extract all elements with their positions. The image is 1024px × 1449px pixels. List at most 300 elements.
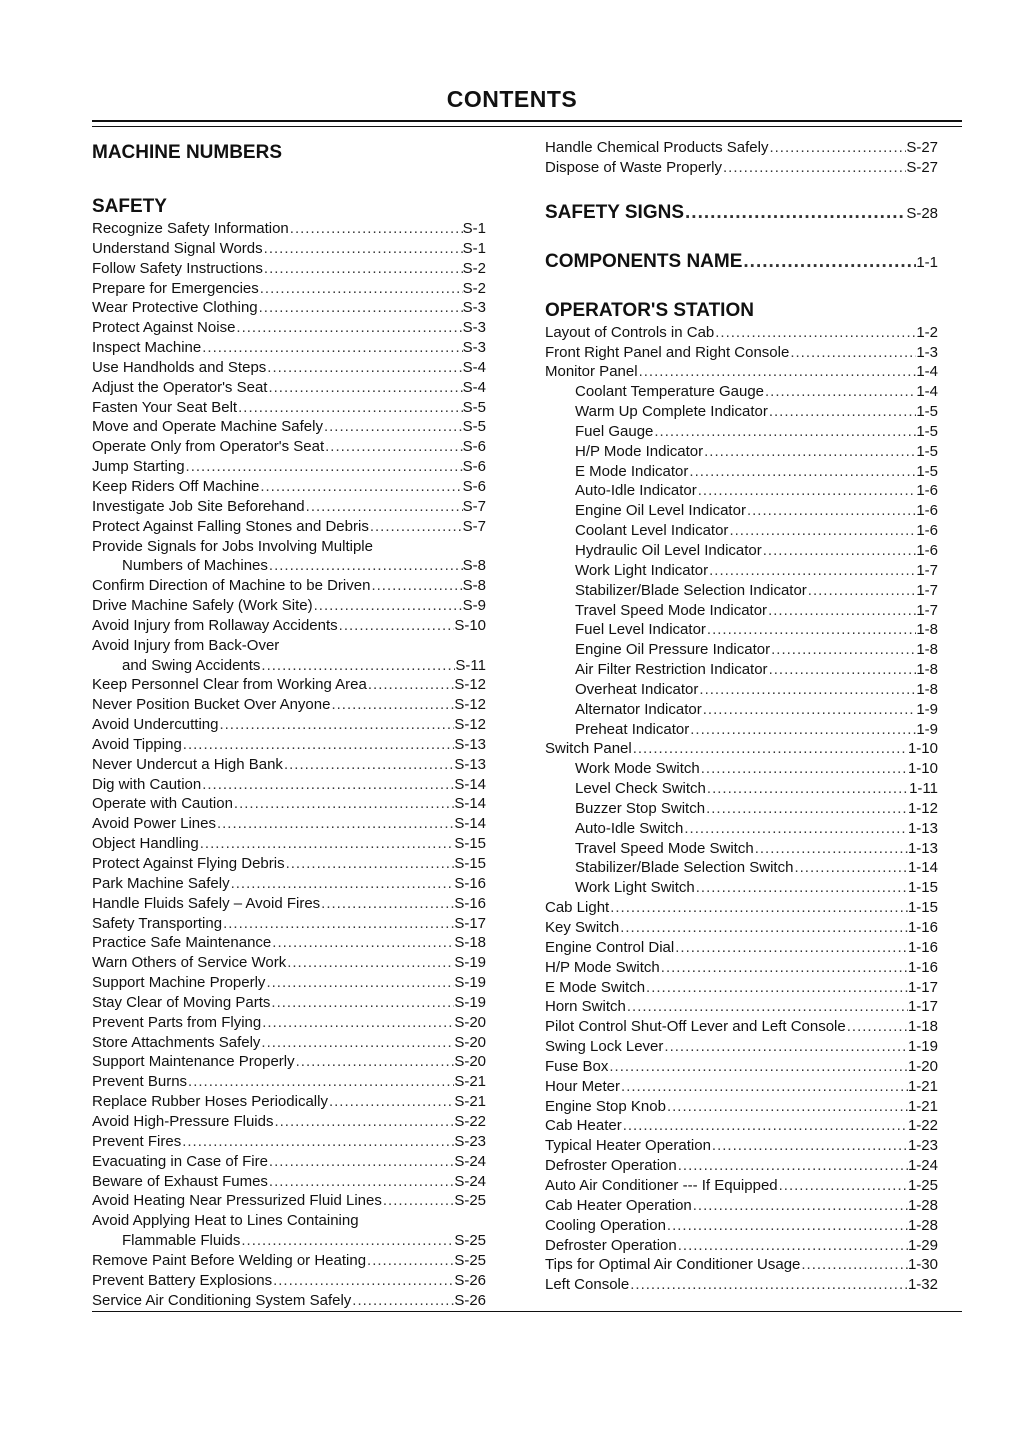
dot-leader bbox=[629, 1275, 908, 1295]
toc-entry[interactable] bbox=[545, 323, 938, 343]
toc-entry[interactable] bbox=[92, 1231, 486, 1251]
toc-entry[interactable] bbox=[545, 481, 938, 501]
toc-entry[interactable] bbox=[545, 561, 938, 581]
toc-entry-page: S-8 bbox=[462, 557, 486, 575]
toc-entry[interactable] bbox=[92, 735, 486, 755]
toc-entry-page: 1-18 bbox=[907, 1018, 938, 1036]
toc-entry[interactable] bbox=[92, 398, 486, 418]
toc-entry-page: S-15 bbox=[454, 835, 486, 853]
toc-entry[interactable] bbox=[92, 318, 486, 338]
dot-leader bbox=[266, 358, 462, 378]
toc-entry[interactable] bbox=[545, 1057, 938, 1077]
dot-leader bbox=[286, 953, 454, 973]
toc-entry-title: Cab Heater bbox=[545, 1117, 622, 1135]
toc-entry-page: S-27 bbox=[906, 158, 938, 176]
toc-entry-title: Prepare for Emergencies bbox=[92, 279, 259, 297]
toc-entry-page: 1-20 bbox=[907, 1057, 938, 1075]
toc-entry[interactable] bbox=[92, 953, 486, 973]
toc-entry-title: Prevent Fires bbox=[92, 1132, 182, 1150]
toc-entry[interactable] bbox=[545, 978, 938, 998]
dot-leader bbox=[265, 973, 454, 993]
toc-entry[interactable] bbox=[92, 834, 486, 854]
toc-entry[interactable] bbox=[92, 695, 486, 715]
toc-entry[interactable] bbox=[92, 437, 486, 457]
toc-entry-page: S-19 bbox=[454, 954, 486, 972]
dot-leader bbox=[268, 556, 463, 576]
toc-entry-page: S-26 bbox=[454, 1271, 486, 1289]
toc-entry-title: Avoid Tipping bbox=[92, 735, 182, 753]
toc-entry-page: 1-7 bbox=[916, 581, 938, 599]
toc-entry[interactable] bbox=[92, 259, 486, 279]
toc-entry[interactable] bbox=[545, 958, 938, 978]
toc-entry-title: Avoid Power Lines bbox=[92, 815, 216, 833]
toc-entry-title: Fuel Level Indicator bbox=[575, 621, 706, 639]
toc-entry[interactable] bbox=[545, 138, 938, 158]
dot-leader bbox=[289, 219, 463, 239]
toc-entry[interactable] bbox=[92, 378, 486, 398]
toc-entry-page: S-6 bbox=[462, 438, 486, 456]
section-heading-safety[interactable]: SAFETY bbox=[92, 196, 167, 217]
toc-entry-page: S-5 bbox=[462, 398, 486, 416]
toc-entry-components-name[interactable] bbox=[545, 250, 938, 275]
dot-leader bbox=[626, 997, 908, 1017]
dot-leader bbox=[351, 1291, 454, 1311]
dot-leader bbox=[187, 1072, 454, 1092]
dot-leader bbox=[714, 323, 916, 343]
toc-entry-title: Auto-Idle Switch bbox=[575, 819, 684, 837]
toc-entry[interactable] bbox=[92, 279, 486, 299]
toc-entry[interactable] bbox=[545, 739, 938, 759]
toc-entry[interactable] bbox=[92, 755, 486, 775]
toc-entry[interactable] bbox=[92, 914, 486, 934]
toc-entry-page: S-12 bbox=[454, 696, 486, 714]
toc-entry-title: Coolant Level Indicator bbox=[575, 522, 729, 540]
toc-entry[interactable] bbox=[545, 938, 938, 958]
toc-entry-page: S-27 bbox=[906, 139, 938, 156]
toc-entry-page: S-24 bbox=[454, 1152, 486, 1170]
dot-leader bbox=[320, 894, 454, 914]
dot-leader bbox=[273, 1112, 454, 1132]
toc-entry-title: Replace Rubber Hoses Periodically bbox=[92, 1093, 328, 1111]
toc-entry[interactable] bbox=[92, 1033, 486, 1053]
toc-entry-title: H/P Mode Switch bbox=[545, 958, 660, 976]
dot-leader bbox=[688, 462, 916, 482]
toc-entry-title: Stay Clear of Moving Parts bbox=[92, 993, 271, 1011]
dot-leader bbox=[313, 596, 463, 616]
section-heading-machine-numbers[interactable]: MACHINE NUMBERS bbox=[92, 142, 282, 163]
dot-leader bbox=[632, 739, 908, 759]
dot-leader bbox=[698, 680, 916, 700]
toc-entry-page: 1-32 bbox=[907, 1276, 938, 1294]
dot-leader bbox=[259, 477, 462, 497]
toc-entry[interactable] bbox=[545, 700, 938, 720]
toc-entry-title: Dispose of Waste Properly bbox=[545, 158, 723, 176]
toc-entry[interactable] bbox=[92, 1112, 486, 1132]
top-rule bbox=[92, 120, 962, 122]
toc-entry-page: 1-15 bbox=[907, 879, 938, 897]
toc-entry-page: 1-17 bbox=[907, 998, 938, 1016]
bottom-rule bbox=[92, 1311, 962, 1312]
toc-entry[interactable] bbox=[545, 620, 938, 640]
toc-entry-page: S-25 bbox=[454, 1232, 486, 1250]
toc-entry-title: E Mode Switch bbox=[545, 978, 646, 996]
toc-entry-title: Beware of Exhaust Fumes bbox=[92, 1172, 268, 1190]
toc-entry-page: 1-6 bbox=[916, 522, 938, 540]
toc-entry-page: 1-14 bbox=[907, 859, 938, 877]
toc-entry[interactable] bbox=[545, 720, 938, 740]
toc-entry[interactable] bbox=[545, 1077, 938, 1097]
toc-entry-page: S-3 bbox=[462, 319, 486, 337]
toc-entry-page: S-10 bbox=[454, 616, 486, 634]
dot-leader bbox=[201, 338, 462, 358]
toc-entry[interactable] bbox=[92, 338, 486, 358]
toc-entry-page: S-6 bbox=[462, 477, 486, 495]
toc-entry[interactable] bbox=[545, 918, 938, 938]
toc-entry[interactable] bbox=[545, 501, 938, 521]
toc-entry-page: S-4 bbox=[462, 378, 486, 396]
toc-entry[interactable] bbox=[545, 1236, 938, 1256]
section-heading-operators-station[interactable]: OPERATOR'S STATION bbox=[545, 299, 754, 321]
toc-entry-title: E Mode Indicator bbox=[575, 462, 689, 480]
toc-entry-page: S-20 bbox=[454, 1053, 486, 1071]
toc-entry[interactable] bbox=[545, 402, 938, 422]
toc-entry-title: Alternator Indicator bbox=[575, 700, 702, 718]
toc-entry-title: Horn Switch bbox=[545, 998, 626, 1016]
toc-entry-page: S-3 bbox=[462, 339, 486, 357]
toc-entry-page: S-6 bbox=[462, 458, 486, 476]
toc-entry[interactable] bbox=[92, 596, 486, 616]
toc-entry-page: S-19 bbox=[454, 974, 486, 992]
dot-leader bbox=[770, 640, 916, 660]
toc-entry-title: Auto-Idle Indicator bbox=[575, 482, 697, 500]
toc-entry-title: Typical Heater Operation bbox=[545, 1137, 711, 1155]
toc-entry-page: 1-17 bbox=[907, 978, 938, 996]
toc-entry-title: Protect Against Noise bbox=[92, 319, 236, 337]
toc-entry[interactable] bbox=[545, 1216, 938, 1236]
toc-entry[interactable] bbox=[92, 576, 486, 596]
toc-entry[interactable] bbox=[92, 239, 486, 259]
toc-entry[interactable] bbox=[545, 362, 938, 382]
toc-entry-page: 1-16 bbox=[907, 958, 938, 976]
toc-entry-title: Defroster Operation bbox=[545, 1157, 677, 1175]
toc-entry[interactable] bbox=[92, 675, 486, 695]
toc-entry-title: Jump Starting bbox=[92, 458, 185, 476]
dot-leader bbox=[367, 675, 454, 695]
toc-entry-page: S-1 bbox=[462, 220, 486, 237]
toc-entry[interactable] bbox=[545, 601, 938, 621]
toc-entry-page: 1-23 bbox=[907, 1137, 938, 1155]
toc-entry[interactable] bbox=[92, 636, 486, 656]
toc-entry-page: S-26 bbox=[454, 1291, 486, 1309]
toc-entry-title: Stabilizer/Blade Selection Indicator bbox=[575, 581, 807, 599]
toc-entry-page: 1-30 bbox=[907, 1256, 938, 1274]
top-rule-thin bbox=[92, 126, 962, 127]
toc-entry-title: Prevent Parts from Flying bbox=[92, 1013, 262, 1031]
toc-entry[interactable] bbox=[92, 1172, 486, 1192]
dot-leader bbox=[700, 759, 908, 779]
toc-entry-page: S-14 bbox=[454, 815, 486, 833]
toc-entry[interactable] bbox=[545, 382, 938, 402]
toc-entry[interactable] bbox=[545, 640, 938, 660]
dot-leader bbox=[789, 343, 916, 363]
toc-entry[interactable] bbox=[92, 1271, 486, 1291]
dot-leader bbox=[711, 1136, 908, 1156]
toc-entry[interactable] bbox=[545, 759, 938, 779]
toc-entry-title: Travel Speed Mode Switch bbox=[575, 839, 754, 857]
dot-leader bbox=[728, 521, 916, 541]
toc-entry-page: S-12 bbox=[454, 716, 486, 734]
toc-entry[interactable] bbox=[545, 1136, 938, 1156]
toc-entry[interactable] bbox=[92, 814, 486, 834]
toc-entry-safety-signs[interactable] bbox=[545, 201, 938, 226]
dot-leader bbox=[666, 1216, 908, 1236]
dot-leader bbox=[366, 1251, 454, 1271]
toc-entry-page: S-4 bbox=[462, 358, 486, 376]
toc-entry-title: SAFETY SIGNS bbox=[545, 201, 685, 223]
dot-leader bbox=[768, 660, 917, 680]
toc-entry[interactable] bbox=[92, 894, 486, 914]
toc-entry[interactable] bbox=[92, 477, 486, 497]
dot-leader bbox=[706, 620, 916, 640]
toc-entry-page: S-20 bbox=[454, 1033, 486, 1051]
toc-entry-title: Swing Lock Lever bbox=[545, 1038, 664, 1056]
toc-entry-page: S-9 bbox=[462, 597, 486, 615]
toc-entry-page: S-12 bbox=[454, 676, 486, 694]
toc-entry-page: S-1 bbox=[462, 239, 486, 257]
toc-entry-title: Numbers of Machines bbox=[122, 557, 268, 575]
toc-entry-page: S-24 bbox=[454, 1172, 486, 1190]
toc-entry-page: S-2 bbox=[462, 279, 486, 297]
toc-entry-page: 1-9 bbox=[916, 720, 938, 738]
toc-entry[interactable] bbox=[92, 1251, 486, 1271]
toc-entry-page: S-5 bbox=[462, 418, 486, 436]
toc-entry[interactable] bbox=[92, 1191, 486, 1211]
toc-entry[interactable] bbox=[545, 541, 938, 561]
dot-leader bbox=[768, 402, 916, 422]
toc-entry-title: Remove Paint Before Welding or Heating bbox=[92, 1251, 367, 1269]
toc-entry-title: Engine Stop Knob bbox=[545, 1097, 666, 1115]
dot-leader bbox=[684, 201, 906, 225]
toc-entry-page: 1-12 bbox=[907, 799, 938, 817]
toc-entry-title: Auto Air Conditioner --- If Equipped bbox=[545, 1176, 778, 1194]
toc-entry[interactable] bbox=[545, 858, 938, 878]
toc-entry[interactable] bbox=[92, 537, 486, 557]
toc-entry-title: Avoid High-Pressure Fluids bbox=[92, 1112, 274, 1130]
toc-entry[interactable] bbox=[92, 497, 486, 517]
toc-entry[interactable] bbox=[92, 933, 486, 953]
toc-entry[interactable] bbox=[545, 1037, 938, 1057]
toc-entry-title: Avoid Injury from Back-Over bbox=[92, 636, 280, 654]
toc-entry[interactable] bbox=[92, 457, 486, 477]
toc-entry-title: Practice Safe Maintenance bbox=[92, 934, 272, 952]
toc-entry-page: 1-5 bbox=[916, 462, 938, 480]
toc-entry-page: S-23 bbox=[454, 1132, 486, 1150]
dot-leader bbox=[259, 279, 463, 299]
dot-leader bbox=[240, 1231, 454, 1251]
toc-entry[interactable] bbox=[545, 779, 938, 799]
toc-entry-title: Fasten Your Seat Belt bbox=[92, 398, 238, 416]
toc-entry[interactable] bbox=[92, 715, 486, 735]
toc-entry-page: 1-5 bbox=[916, 403, 938, 421]
toc-entry-title: Never Undercut a High Bank bbox=[92, 755, 283, 773]
toc-entry[interactable] bbox=[545, 898, 938, 918]
toc-entry-page: 1-13 bbox=[907, 819, 938, 837]
toc-entry[interactable] bbox=[92, 775, 486, 795]
toc-entry[interactable] bbox=[92, 1052, 486, 1072]
toc-entry[interactable] bbox=[92, 298, 486, 318]
toc-entry-page: 1-28 bbox=[907, 1196, 938, 1214]
toc-entry-title: Inspect Machine bbox=[92, 339, 202, 357]
toc-entry[interactable] bbox=[545, 799, 938, 819]
toc-entry[interactable] bbox=[92, 794, 486, 814]
toc-entry[interactable] bbox=[545, 158, 938, 178]
dot-leader bbox=[608, 1057, 908, 1077]
dot-leader bbox=[233, 794, 454, 814]
dot-leader bbox=[706, 779, 909, 799]
toc-entry-title: Front Right Panel and Right Console bbox=[545, 343, 790, 361]
toc-entry-title: Warn Others of Service Work bbox=[92, 954, 287, 972]
dot-leader bbox=[305, 497, 463, 517]
toc-entry[interactable] bbox=[545, 442, 938, 462]
toc-entry-title: Preheat Indicator bbox=[575, 720, 690, 738]
toc-entry[interactable] bbox=[545, 422, 938, 442]
toc-entry[interactable] bbox=[92, 219, 486, 239]
dot-leader bbox=[746, 501, 916, 521]
toc-entry[interactable] bbox=[545, 839, 938, 859]
toc-entry-page: S-21 bbox=[454, 1093, 486, 1111]
toc-entry[interactable] bbox=[92, 993, 486, 1013]
toc-entry-page: S-19 bbox=[454, 993, 486, 1011]
toc-entry-title: Overheat Indicator bbox=[575, 680, 699, 698]
toc-entry-page: 1-10 bbox=[907, 740, 938, 758]
toc-entry-title: Fuel Gauge bbox=[575, 422, 654, 440]
dot-leader bbox=[201, 775, 454, 795]
toc-entry[interactable] bbox=[545, 462, 938, 482]
toc-entry-title: Prevent Battery Explosions bbox=[92, 1271, 273, 1289]
toc-entry[interactable] bbox=[545, 1196, 938, 1216]
toc-entry-page: S-25 bbox=[454, 1192, 486, 1210]
dot-leader bbox=[703, 442, 916, 462]
toc-entry[interactable] bbox=[92, 1152, 486, 1172]
toc-entry[interactable] bbox=[545, 1255, 938, 1275]
dot-leader bbox=[324, 437, 463, 457]
toc-entry[interactable] bbox=[545, 1156, 938, 1176]
dot-leader bbox=[663, 1037, 908, 1057]
toc-entry-title: Operate with Caution bbox=[92, 795, 233, 813]
dot-leader bbox=[705, 799, 908, 819]
toc-entry-title: Wear Protective Clothing bbox=[92, 299, 258, 317]
toc-entry-title: Monitor Panel bbox=[545, 363, 638, 381]
toc-entry-title: Avoid Applying Heat to Lines Containing bbox=[92, 1212, 359, 1230]
toc-entry-title: Recognize Safety Information bbox=[92, 220, 289, 237]
toc-entry-title: Defroster Operation bbox=[545, 1236, 677, 1254]
toc-entry-page: 1-16 bbox=[907, 938, 938, 956]
dot-leader bbox=[708, 561, 916, 581]
toc-entry-page: S-21 bbox=[454, 1073, 486, 1091]
toc-entry[interactable] bbox=[92, 616, 486, 636]
toc-entry[interactable] bbox=[92, 1072, 486, 1092]
toc-entry-page: S-13 bbox=[454, 755, 486, 773]
dot-leader bbox=[338, 616, 455, 636]
dot-leader bbox=[764, 382, 916, 402]
toc-entry[interactable] bbox=[545, 680, 938, 700]
toc-entry-title: Object Handling bbox=[92, 835, 199, 853]
toc-entry[interactable] bbox=[545, 819, 938, 839]
toc-entry[interactable] bbox=[545, 1097, 938, 1117]
toc-entry-title: Support Maintenance Properly bbox=[92, 1053, 295, 1071]
toc-entry[interactable] bbox=[545, 997, 938, 1017]
dot-leader bbox=[689, 720, 916, 740]
toc-entry-page: 1-4 bbox=[916, 363, 938, 381]
toc-entry[interactable] bbox=[92, 517, 486, 537]
toc-entry-title: Prevent Burns bbox=[92, 1073, 188, 1091]
toc-entry[interactable] bbox=[92, 874, 486, 894]
toc-entry[interactable] bbox=[545, 343, 938, 363]
toc-entry-page: S-17 bbox=[454, 914, 486, 932]
toc-entry[interactable] bbox=[92, 417, 486, 437]
dot-leader bbox=[270, 993, 454, 1013]
toc-entry[interactable] bbox=[92, 556, 486, 576]
toc-entry[interactable] bbox=[545, 1176, 938, 1196]
toc-entry[interactable] bbox=[92, 973, 486, 993]
toc-entry[interactable] bbox=[545, 581, 938, 601]
dot-leader bbox=[620, 1077, 908, 1097]
toc-entry-title: Air Filter Restriction Indicator bbox=[575, 661, 768, 679]
toc-entry-page: 1-10 bbox=[907, 760, 938, 778]
dot-leader bbox=[609, 898, 908, 918]
toc-entry-page: 1-8 bbox=[916, 641, 938, 659]
toc-entry-title: Move and Operate Machine Safely bbox=[92, 418, 323, 436]
right-column bbox=[545, 138, 938, 1295]
toc-entry[interactable] bbox=[545, 1017, 938, 1037]
toc-entry-title: H/P Mode Indicator bbox=[575, 442, 704, 460]
dot-leader bbox=[653, 422, 916, 442]
toc-entry[interactable] bbox=[545, 1116, 938, 1136]
toc-entry-page: 1-8 bbox=[916, 680, 938, 698]
toc-entry[interactable] bbox=[92, 358, 486, 378]
dot-leader bbox=[268, 1172, 454, 1192]
toc-entry-title: Provide Signals for Jobs Involving Multiple bbox=[92, 537, 373, 555]
toc-entry[interactable] bbox=[545, 660, 938, 680]
toc-entry-title: Engine Oil Level Indicator bbox=[575, 502, 746, 520]
toc-entry-title: Protect Against Falling Stones and Debris bbox=[92, 517, 369, 535]
toc-entry[interactable] bbox=[545, 521, 938, 541]
toc-entry-title: Store Attachments Safely bbox=[92, 1033, 261, 1051]
toc-entry[interactable] bbox=[92, 1291, 486, 1311]
toc-entry[interactable] bbox=[92, 656, 486, 676]
toc-entry[interactable] bbox=[545, 1275, 938, 1295]
toc-entry-title: Handle Chemical Products Safely bbox=[545, 139, 769, 156]
dot-leader bbox=[267, 378, 462, 398]
toc-entry[interactable] bbox=[545, 878, 938, 898]
toc-entry-page: 1-28 bbox=[907, 1216, 938, 1234]
toc-entry-title: Engine Control Dial bbox=[545, 938, 675, 956]
toc-entry[interactable] bbox=[92, 1132, 486, 1152]
toc-entry[interactable] bbox=[92, 1211, 486, 1231]
dot-leader bbox=[230, 874, 455, 894]
dot-leader bbox=[692, 1196, 908, 1216]
dot-leader bbox=[323, 417, 463, 437]
toc-entry[interactable] bbox=[92, 1092, 486, 1112]
dot-leader bbox=[767, 601, 916, 621]
toc-entry-page: S-3 bbox=[462, 299, 486, 317]
safety-toc-list bbox=[92, 219, 486, 1310]
toc-entry-page: S-2 bbox=[462, 259, 486, 277]
toc-entry[interactable] bbox=[92, 854, 486, 874]
toc-entry-title: and Swing Accidents bbox=[122, 656, 261, 674]
toc-entry[interactable] bbox=[92, 1013, 486, 1033]
dot-leader bbox=[258, 298, 463, 318]
